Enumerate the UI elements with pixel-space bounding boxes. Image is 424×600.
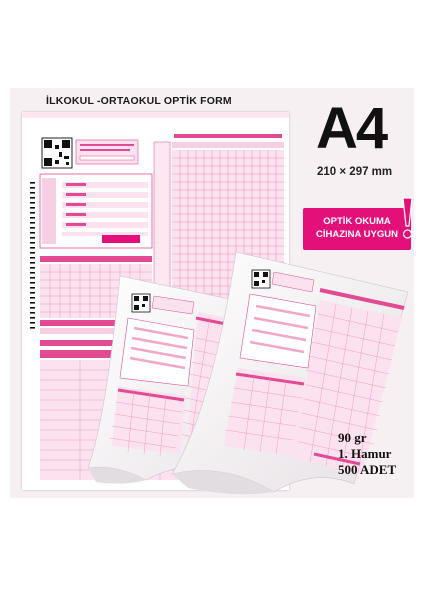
spec-weight: 90 gr — [338, 430, 367, 445]
spec-quality: 1. Hamur — [338, 446, 392, 461]
product-specs — [338, 430, 396, 478]
exclamation-icon — [400, 196, 414, 242]
qr-code-icon — [42, 138, 72, 168]
optical-reader-badge — [303, 208, 411, 250]
badge-line-2: CİHAZINA UYGUN — [316, 229, 398, 240]
badge-line-1: OPTİK OKUMA — [323, 216, 391, 227]
size-label: A4 — [316, 96, 387, 161]
dimensions-label: 210 × 297 mm — [317, 166, 393, 178]
spec-quantity: 500 ADET — [338, 462, 397, 477]
product-title: İLKOKUL -ORTAOKUL OPTİK FORM — [46, 95, 232, 107]
